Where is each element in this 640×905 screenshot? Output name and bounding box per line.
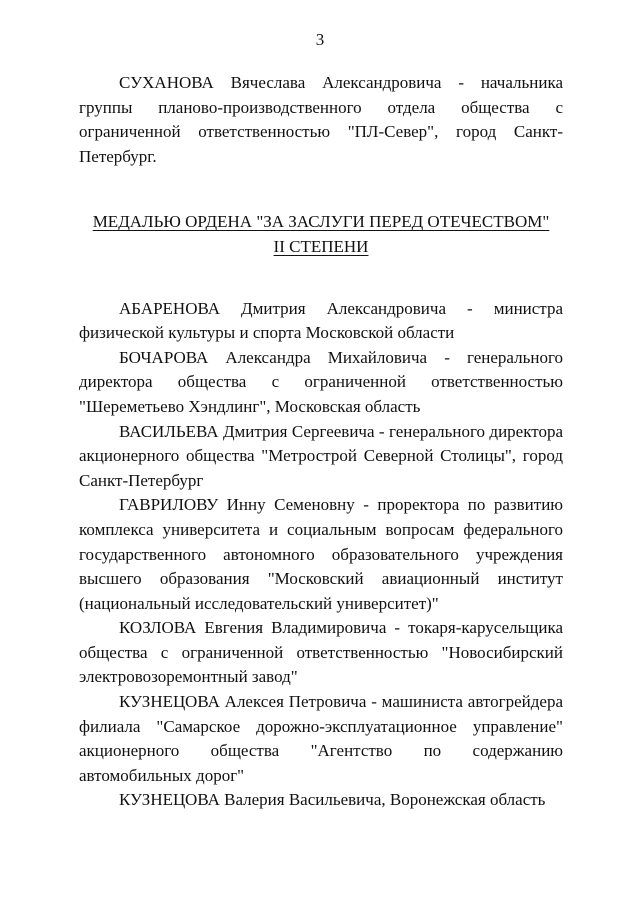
recipient-entry: ГАВРИЛОВУ Инну Семеновну - проректора по развитию комплекса университета и социальным вопросам федерального государственного автономного образовательного учреждения высшего образования "Московский авиационный институт (национальный исследовательский университет)": [79, 495, 563, 613]
award-recipients-list: [79, 297, 563, 813]
intro-paragraph: СУХАНОВА Вячеслава Александровича - начальника группы планово-производственного отдела общества с ограниченной ответственностью "ПЛ-Север", город Санкт-Петербург.: [79, 73, 563, 166]
recipient-entry: АБАРЕНОВА Дмитрия Александровича - министра физической культуры и спорта Московской области: [79, 298, 563, 343]
recipient-entry: БОЧАРОВА Александра Михайловича - генерального директора общества с ограниченной ответственностью "Шереметьево Хэндлинг", Московская область: [79, 347, 563, 416]
award-heading-line-1: МЕДАЛЬЮ ОРДЕНА "ЗА ЗАСЛУГИ ПЕРЕД ОТЕЧЕСТВОМ": [92, 212, 550, 232]
award-heading-line-2: II СТЕПЕНИ: [273, 236, 369, 256]
page-number: 3: [315, 30, 325, 49]
recipient-entry: КОЗЛОВА Евгения Владимировича - токаря-карусельщика общества с ограниченной ответственностью "Новосибирский электровозоремонтный завод": [79, 618, 563, 687]
recipient-entry: ВАСИЛЬЕВА Дмитрия Сергеевича - генерального директора акционерного общества "Метрострой Северной Столицы", город Санкт-Петербург: [79, 421, 563, 490]
document-body: [79, 71, 563, 813]
recipient-entry: КУЗНЕЦОВА Алексея Петровича - машиниста автогрейдера филиала "Самарское дорожно-эксплуатационное управление" акционерного общества "Агентство по содержанию автомобильных дорог": [79, 692, 563, 785]
recipient-entry: КУЗНЕЦОВА Валерия Васильевича, Воронежская область: [119, 790, 546, 810]
award-heading: [79, 210, 563, 259]
